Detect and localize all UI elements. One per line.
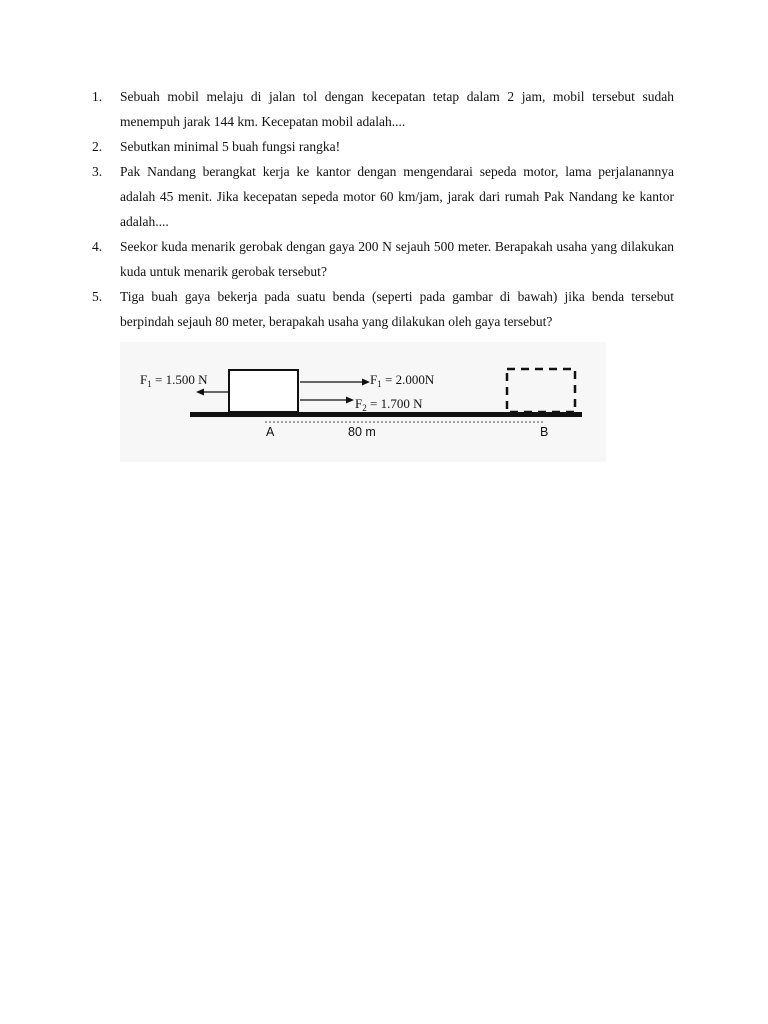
question-text: Sebuah mobil melaju di jalan tol dengan kecepatan tetap dalam 2 jam, mobil tersebut sudah menempuh jarak 144 km. Kecepatan mobil adalah....: [120, 89, 674, 129]
force-right-top-value: = 2.000N: [381, 372, 435, 387]
force-left-value: = 1.500 N: [151, 372, 208, 387]
question-item-1: [92, 84, 674, 134]
question-item-4: [92, 234, 674, 284]
question-number: 5.: [92, 289, 103, 304]
force-right-bottom-symbol: F: [355, 396, 363, 411]
question-text: Sebutkan minimal 5 buah fungsi rangka!: [120, 139, 341, 154]
distance-label: 80 m: [348, 425, 376, 439]
force-diagram-svg: [120, 342, 606, 462]
question-number: 4.: [92, 239, 103, 254]
question-list: [92, 84, 674, 334]
question-text: Tiga buah gaya bekerja pada suatu benda (seperti pada gambar di bawah) jika benda tersebut berpindah sejauh 80 meter, berapakah usaha yang dilakukan oleh gaya tersebut?: [120, 289, 674, 329]
point-a-label: A: [266, 425, 275, 439]
force-left-subscript: 1: [147, 379, 152, 389]
force-right-bottom-subscript: 2: [362, 403, 367, 413]
question-number: 1.: [92, 89, 103, 104]
question-number: 3.: [92, 164, 103, 179]
question-text: Seekor kuda menarik gerobak dengan gaya 200 N sejauh 500 meter. Berapakah usaha yang dilakukan kuda untuk menarik gerobak tersebut?: [120, 239, 674, 279]
force-right-top-symbol: F: [370, 372, 378, 387]
force-right-bottom-value: = 1.700 N: [366, 396, 423, 411]
force-right-top-subscript: 1: [377, 379, 382, 389]
question-text: Pak Nandang berangkat kerja ke kantor dengan mengendarai sepeda motor, lama perjalanannya adalah 45 menit. Jika kecepatan sepeda motor 60 km/jam, jarak dari rumah Pak Nandang ke kantor adalah....: [120, 164, 674, 229]
block-start: [229, 370, 298, 412]
question-item-2: [92, 134, 674, 159]
figure-background: [120, 342, 606, 462]
question-number: 2.: [92, 139, 103, 154]
force-left-symbol: F: [140, 372, 148, 387]
force-diagram: [120, 342, 606, 462]
point-b-label: B: [540, 425, 549, 439]
question-item-3: [92, 159, 674, 234]
question-item-5: [92, 284, 674, 334]
